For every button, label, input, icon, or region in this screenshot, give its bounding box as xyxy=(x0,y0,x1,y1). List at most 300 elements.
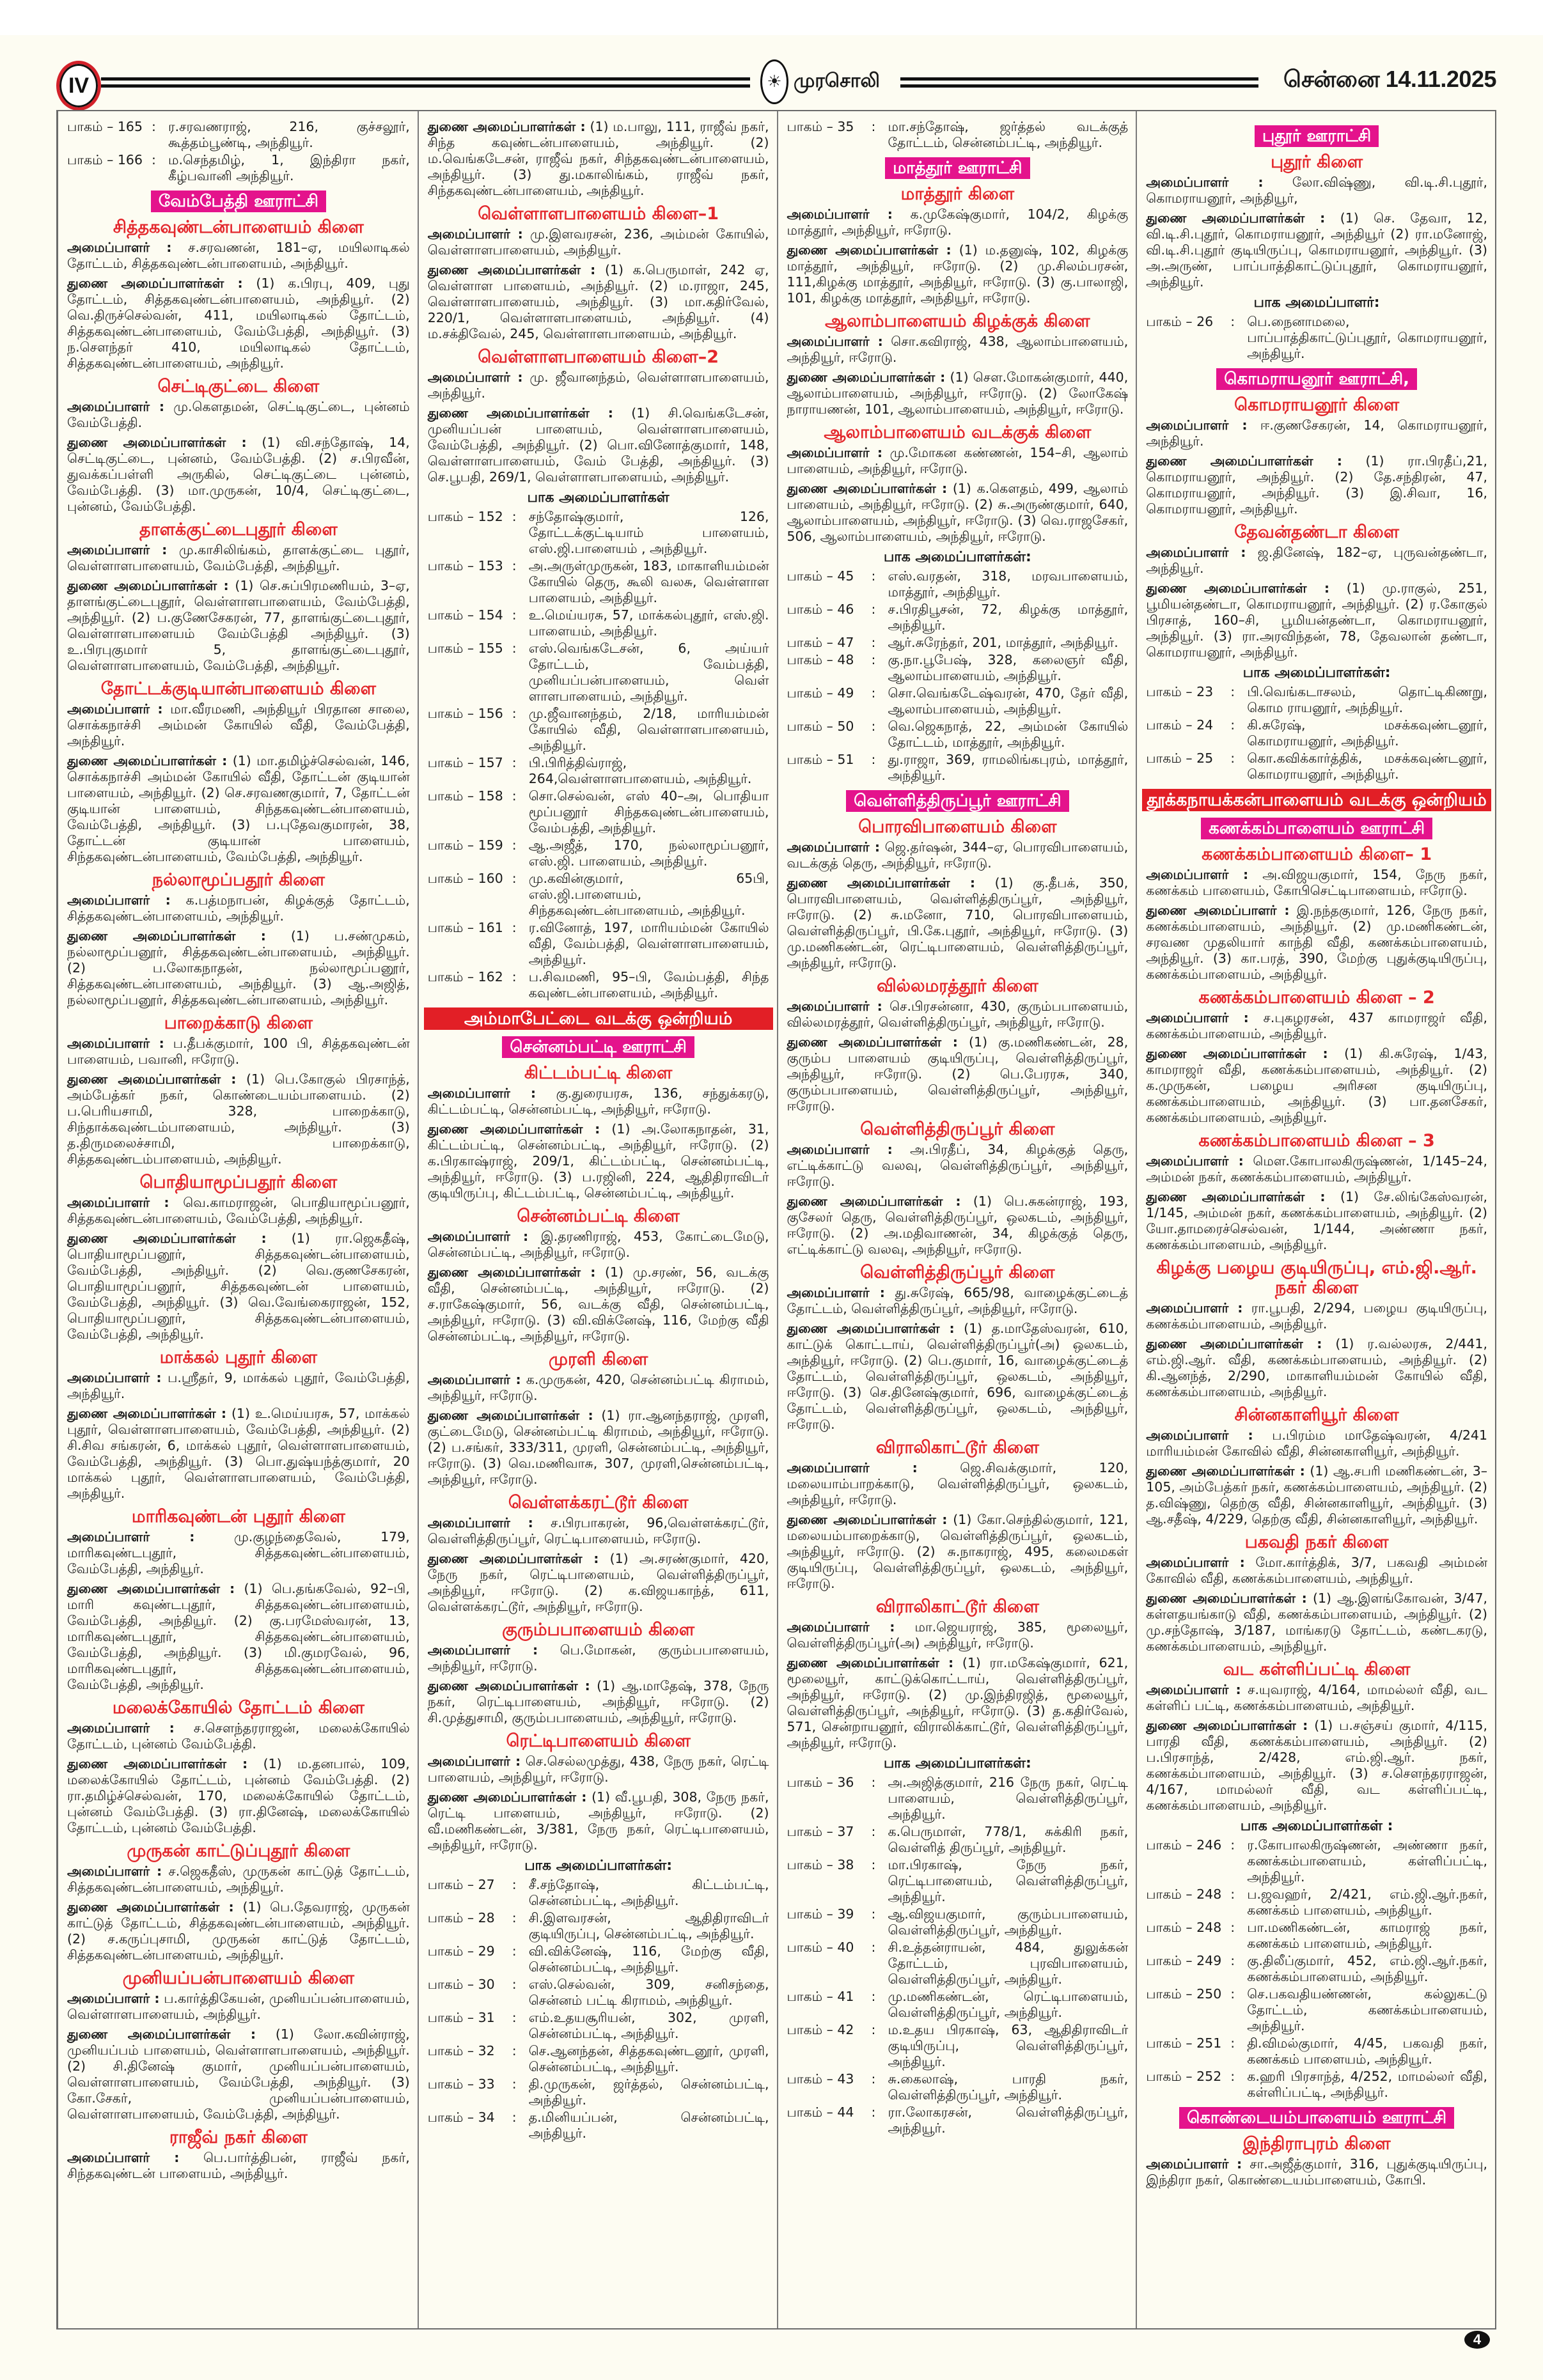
member-entry xyxy=(428,1085,769,1117)
booth-agent: மு.கவின்குமார், 65பி, எஸ்.ஜி.பாளையம், சிந்தகவுண்டன்பாளையம், அந்தியூர். xyxy=(528,871,769,918)
entry-role-label: துணை அமைப்பாளர்கள் : xyxy=(787,1655,954,1670)
branch-heading: ராஜீவ் நகர் கிளை xyxy=(169,2127,308,2147)
booth-number: பாகம் – 162 xyxy=(427,969,503,984)
entry-details: (1) க.பிரபு, 409, புது தோட்டம், சித்தகவுண்டன்பாளையம், அந்தியூர். (2) வெ.திருச்செல்வன், 411, மயிலாடிகல் தோட்டம், சித்தகவுண்டன்பாளையம், வேம்பேத்தி, அந்தியூர். (3) ந.சௌந்தர் 410, மயிலாடிகல் தோட்டம், சித்தகவுண்டன்பாளையம், அந்தியூர். xyxy=(67,276,410,371)
booth-number: பாகம் – 154 xyxy=(427,607,503,623)
member-entry xyxy=(67,578,410,674)
section-subheading: பாக அமைப்பாளர்கள் : xyxy=(1240,1818,1393,1834)
booth-separator: : xyxy=(871,1906,876,1922)
entry-details: ப.கார்த்திகேயன், முனியப்பன்பாளையம், வெள்ளாளபாளையம், அந்தியூர். xyxy=(67,1991,410,2022)
booth-agent: பா.மணிகண்டன், காமராஜ் நகர், கணக்கம் பாளையம், அந்தியூர். xyxy=(1247,1920,1487,1951)
column-1 xyxy=(58,111,418,2328)
booth-separator: : xyxy=(871,685,876,701)
entry-details: லோ.விஷ்ணு, வி.டி.சி.புதூர், கொமராயனூர், அந்தியூர், xyxy=(1146,175,1487,206)
entry-details: ச.பிரபாகரன், 96,வெள்ளக்கரட்டூர், வெள்ளித்திருப்பூர், ரெட்டிபாளையம், ஈரோடு. xyxy=(427,1515,769,1546)
booth-separator: : xyxy=(512,706,517,721)
entry-details: (1) வி.சந்தோஷ், 14, செட்டிகுட்டை, புன்னம், வேம்பேத்தி. (2) ச.பிரவீன், துவக்கப்பள்ளி அருகில், செட்டிகுட்டை புன்னம், வேம்பேத்தி. (3) மா.முருகன், 10/4, செட்டிகுட்டை, புன்னம், வேம்பேத்தி. xyxy=(67,435,410,514)
booth-number: பாகம் – 165 xyxy=(67,119,143,134)
entry-details: மு. ஜீவானந்தம், வெள்ளாளபாளையம், அந்தியூர். xyxy=(427,369,769,401)
entry-details: து.சுரேஷ், 665/98, வாழைக்குட்டைத் தோட்டம், வெள்ளித்திருப்பூர், அந்தியூர், ஈரோடு. xyxy=(787,1285,1129,1316)
entry-role-label: அமைப்பாளர் : xyxy=(1146,2156,1242,2172)
booth-agent: வெ.ஜெகநாத், 22, அம்மன் கோயில் தோட்டம், மாத்தூர், அந்தியூர். xyxy=(888,719,1129,750)
entry-details: (1) க.கௌதம், 499, ஆலாம் பாளையம், அந்தியூர், ஈரோடு. (2) சு.அருண்குமார், 640, ஆலாம்பாளையம், அந்தியூர், ஈரோடு. (3) வெ.ராஜசேகர், 506, ஆலாம்பாளையம், அந்தியூர், ஈரோடு. xyxy=(787,481,1129,544)
entry-details: ப.தீபக்குமார், 100 பி, சித்தகவுண்டன் பாளையம், பவானி, ஈரோடு. xyxy=(67,1036,410,1067)
entry-details: (1) ம.தனுஷ், 102, கிழக்கு மாத்தூர், அந்தியூர், ஈரோடு. (2) மு.சிலம்பரசன், 111,கிழக்கு மாத்தூர், அந்தியூர், ஈரோடு. (3) கு.பாலாஜி, 101, கிழக்கு மாத்தூர், அந்தியூர், ஈரோடு. xyxy=(787,242,1129,306)
entry-role-label: அமைப்பாளர் : xyxy=(787,999,882,1014)
branch-heading: வில்லமரத்தூர் கிளை xyxy=(876,976,1038,996)
booth-number: பாகம் – 26 xyxy=(1146,314,1214,329)
member-entry xyxy=(1146,1463,1487,1527)
branch-heading: கொமராயனூர் கிளை xyxy=(1234,395,1400,415)
entry-details: செ.பிரசன்னா, 430, குரும்பபாளையம், வில்லமரத்தூர், வெள்ளித்திருப்பூர், அந்தியூர், ஈரோடு. xyxy=(787,999,1129,1030)
branch-heading: முருகன் காட்டுப்புதூர் கிளை xyxy=(127,1841,350,1861)
member-entry xyxy=(787,839,1129,871)
branch-heading: பாறைக்காடு கிளை xyxy=(164,1013,313,1033)
entry-role-label: துணை அமைப்பாளர்கள் : xyxy=(427,405,613,421)
panchayat-label: கொமராயனூர் ஊராட்சி, xyxy=(1216,368,1417,390)
member-entry xyxy=(428,1678,769,1726)
member-entry xyxy=(787,1142,1129,1190)
entry-role-label: அமைப்பாளர் : xyxy=(1146,1153,1244,1169)
entry-details: (1) ம.தனபால், 109, மலைக்கோயில் தோட்டம், புன்னம் வேம்பேத்தி. (2) ரா.தமிழ்ச்செல்வன், 170, மலைக்கோயில் தோட்டம், புன்னம் வேம்பேத்தி. (3) ரா.தினேஷ், மலைக்கோயில் தோட்டம், புன்னம் வேம்பேத்தி. xyxy=(67,1756,410,1835)
member-entry xyxy=(428,1121,769,1201)
booth-separator: : xyxy=(512,1943,517,1959)
booth-separator: : xyxy=(512,755,517,770)
booth-separator: : xyxy=(871,752,876,767)
booth-agent: கு.திலீப்குமார், 452, எம்.ஜி.ஆர்.நகர், கணக்கம்பாளையம், அந்தியூர். xyxy=(1247,1953,1487,1984)
entry-details: க.முருகன், 420, சென்னம்பட்டி கிராமம், அந்தியூர், ஈரோடு. xyxy=(427,1372,769,1403)
booth-number: பாகம் – 248 xyxy=(1146,1920,1222,1935)
booth-entry xyxy=(428,607,769,639)
entry-role-label: அமைப்பாளர் : xyxy=(787,1285,885,1300)
booth-agent: து.ராஜா, 369, ராமலிங்கபுரம், மாத்தூர், அந்தியூர். xyxy=(888,752,1129,783)
booth-agent: சி.இளவரசன், ஆதிதிராவிடர் குடியிருப்பு, சென்னம்பட்டி, அந்தியூர். xyxy=(528,1910,769,1941)
booth-number: பாகம் – 34 xyxy=(427,2110,495,2125)
entry-role-label: அமைப்பாளர் : xyxy=(787,1460,918,1475)
booth-number: பாகம் – 25 xyxy=(1146,751,1214,766)
entry-role-label: துணை அமைப்பாளர்கள் : xyxy=(67,1756,248,1771)
member-entry xyxy=(428,1408,769,1488)
booth-number: பாகம் – 29 xyxy=(427,1943,495,1959)
booth-agent: சீ.சந்தோஷ், கிட்டம்பட்டி, சென்னம்பட்டி, அந்தியூர். xyxy=(528,1877,769,1908)
booth-number: பாகம் – 252 xyxy=(1146,2069,1222,2084)
entry-details: அ.விஜயகுமார், 154, நேரு நகர், கணக்கம் பாளையம், கோபிசெட்டிபாளையம், ஈரோடு. xyxy=(1146,867,1487,898)
booth-entry xyxy=(787,602,1129,634)
entry-role-label: அமைப்பாளர் : xyxy=(787,206,893,222)
branch-heading: மாத்தூர் கிளை xyxy=(900,184,1015,204)
booth-entry xyxy=(428,1877,769,1909)
branch-heading: இந்திராபுரம் கிளை xyxy=(1242,2134,1391,2154)
booth-agent: பி.பிரித்திவ்ராஜ், 264,வெள்ளாளபாளையம், அந்தியூர். xyxy=(528,755,752,786)
booth-entry xyxy=(428,1977,769,2009)
panchayat-label: வேம்பேத்தி ஊராட்சி xyxy=(151,191,326,212)
branch-heading: தாளக்குட்டைபுதூர் கிளை xyxy=(139,520,338,540)
booth-number: பாகம் – 32 xyxy=(427,2043,495,2058)
entry-role-label: துணை அமைப்பாளர்கள் : xyxy=(787,369,946,385)
entry-details: (1) சி.வெங்கடேசன், முனியப்பன் பாளையம், வெள்ளாளபாளையம், வேம்பேத்தி, அந்தியூர். (2) பொ.வினோத்குமார், 148, வெள்ளாளபாளையம், வேம் பேத்தி, அந்தியூர். (3) செ.பூபதி, 269/1, வெள்ளாளபாளையம், அந்தியூர். xyxy=(427,405,769,485)
booth-agent: ம.உதய பிரகாஷ், 63, ஆதிதிராவிடர் குடியிருப்பு, வெள்ளித்திருப்பூர், அந்தியூர். xyxy=(888,2022,1129,2069)
entry-details: (1) கு.மணிகண்டன், 28, குரும்ப பாளையம் குடியிருப்பு, வெள்ளித்திருப்பூர், அந்தியூர், ஈரோடு. (2) பெ.பேரரசு, 340, குரும்பபாளையம், வெள்ளித்திருப்பூர், அந்தியூர், ஈரோடு. xyxy=(787,1034,1129,1114)
member-entry xyxy=(1146,210,1487,290)
section-subheading: பாக அமைப்பாளர்கள்: xyxy=(883,549,1031,565)
entry-role-label: அமைப்பாளர் : xyxy=(1146,1300,1243,1316)
entry-role-label: அமைப்பாளர் : xyxy=(1146,175,1264,190)
entry-details: மோ.கார்த்திக், 3/7, பகவதி அம்மன் கோவில் வீதி, கணக்கம்பாளையம், அந்தியூர். xyxy=(1146,1555,1487,1586)
booth-entry xyxy=(428,871,769,919)
booth-entry xyxy=(1146,1953,1487,1985)
member-entry xyxy=(67,1195,410,1227)
entry-role-label: துணை அமைப்பாளர்கள் : xyxy=(67,2026,256,2042)
booth-entry xyxy=(787,1775,1129,1823)
booth-separator: : xyxy=(871,635,876,650)
booth-separator: : xyxy=(871,652,876,667)
booth-entry xyxy=(1146,751,1487,782)
entry-details: மு.மோகன கண்ணன், 154–சி, ஆலாம் பாளையம், அந்தியூர், ஈரோடு. xyxy=(787,445,1129,476)
member-entry xyxy=(1146,903,1487,983)
entry-role-label: துணை அமைப்பாளர்கள் : xyxy=(427,1264,596,1280)
booth-separator: : xyxy=(871,2071,876,2087)
booth-entry xyxy=(787,635,1129,651)
booth-agent: கொ.கவிக்கார்த்திக், மசக்கவுண்டனூர், கொமராயனூர், அந்தியூர். xyxy=(1247,751,1487,782)
panchayat-label: சென்னம்பட்டி ஊராட்சி xyxy=(502,1036,694,1058)
panchayat-heading xyxy=(428,1036,769,1058)
section-subheading: பாக அமைப்பாளர்கள் xyxy=(527,490,670,506)
entry-role-label: துணை அமைப்பாளர்கள் : xyxy=(1146,1046,1328,1061)
booth-entry xyxy=(1146,1886,1487,1918)
entry-details: மா.ஜெயராஜ், 385, மூலையூர், வெள்ளித்திருப்பூர்(அ) அந்தியூர், ஈரோடு. xyxy=(787,1619,1129,1651)
panchayat-label: வெள்ளித்திருப்பூர் ஊராட்சி xyxy=(846,790,1069,812)
booth-separator: : xyxy=(512,2010,517,2025)
member-entry xyxy=(1146,1046,1487,1126)
member-entry xyxy=(67,892,410,924)
booth-entry xyxy=(787,1857,1129,1905)
member-entry xyxy=(1146,1718,1487,1814)
booth-agent: சு.கைலாஷ், பாரதி நகர், வெள்ளித்திருப்பூர், அந்தியூர். xyxy=(888,2071,1129,2103)
booth-entry xyxy=(428,837,769,869)
entry-details: பெ.பார்த்திபன், ராஜீவ் நகர், சிந்தகவுண்டன் பாளையம், அந்தியூர். xyxy=(67,2150,410,2181)
entry-role-label: துணை அமைப்பாளர்கள் : xyxy=(1146,1336,1322,1351)
branch-heading: குரும்பபாளையம் கிளை xyxy=(502,1620,695,1640)
booth-number: பாகம் – 50 xyxy=(787,719,854,734)
entry-details: இ.நந்தகுமார், 126, நேரு நகர், கணக்கம்பாளையம், அந்தியூர். (2) மு.மணிகண்டன், சரவண முதலியார் காந்தி வீதி, கணக்கம்பாளையம், அந்தியூர். (3) கா.பரத், 390, மேற்கு புதுக்குடியிருப்பு, கணக்கம்பாளையம், அந்தியூர். xyxy=(1146,903,1487,982)
booth-entry xyxy=(1146,684,1487,716)
entry-details: க.பத்மநாபன், கிழக்குத் தோட்டம், சித்தகவுண்டன்பாளையம், அந்தியூர். xyxy=(67,892,410,924)
entry-role-label: அமைப்பாளர் : xyxy=(1146,1010,1249,1025)
booth-number: பாகம் – 51 xyxy=(787,752,854,767)
panchayat-heading xyxy=(67,191,410,212)
booth-separator: : xyxy=(512,1977,517,1992)
entry-details: ஜ.தினேஷ், 182–ஏ, புருவன்தண்டா, அந்தியூர். xyxy=(1146,545,1487,576)
branch-heading: கிட்டம்பட்டி கிளை xyxy=(524,1063,673,1083)
booth-agent: வி.விக்னேஷ், 116, மேற்கு வீதி, சென்னம்பட்டி, அந்தியூர். xyxy=(528,1943,769,1975)
booth-agent: ர.கோபாலகிருஷ்ணன், அண்ணா நகர், கணக்கம்பாளையம், கள்ளிப்பட்டி, அந்தியூர். xyxy=(1247,1837,1487,1885)
booth-number: பாகம் – 155 xyxy=(427,641,503,656)
branch-heading: முரளி கிளை xyxy=(549,1349,648,1369)
entry-role-label: அமைப்பாளர் : xyxy=(67,1370,162,1385)
entry-details: மா.வீரமணி, அந்தியூர் பிரதான சாலை, சொக்கநாச்சி அம்மன் கோயில் வீதி, வேம்பேத்தி, அந்தியூர். xyxy=(67,701,410,749)
entry-details: (1) ர.வல்லரசு, 2/441, எம்.ஜி.ஆர். வீதி, கணக்கம்பாளையம், அந்தியூர். (2) கி.ஆனந்த், 2/290, மாகாளியம்மன் கோயில் வீதி, கணக்கம்பாளையம், அந்தியூர். xyxy=(1146,1336,1487,1399)
booth-separator: : xyxy=(871,2022,876,2037)
section-subheading: பாக அமைப்பாளர்கள்: xyxy=(1242,665,1391,681)
booth-agent: ரா.லோகரசன், வெள்ளித்திருப்பூர், அந்தியூர். xyxy=(888,2104,1129,2136)
booth-entry xyxy=(1146,1920,1487,1952)
entry-role-label: துணை அமைப்பாளர்கள் : xyxy=(427,1789,587,1805)
booth-agent: க.ஹரி பிரசாந்த், 4/252, மாமல்லர் வீதி, கள்ளிப்பட்டி, அந்தியூர். xyxy=(1247,2069,1487,2100)
entry-details: (1) ரா.மகேஷ்குமார், 621, மூலையூர், காட்டுக்கொட்டாய், வெள்ளித்திருப்பூர், அந்தியூர், ஈரோடு. (2) மு.இந்திரஜித், மூலையூர், வெள்ளித்திருப்பூர், அந்தியூர், ஈரோடு. (3) த.கதிர்வேல், 571, சென்றாயனூர், விராலிக்காட்டூர், வெள்ளித்திருப்பூர், அந்தியூர், ஈரோடு. xyxy=(787,1655,1129,1750)
entry-details: மு.கௌதமன், செட்டிகுட்டை, புன்னம் வேம்பேத்தி. xyxy=(67,399,410,430)
booth-number: பாகம் – 156 xyxy=(427,706,503,721)
booth-number: பாகம் – 49 xyxy=(787,685,854,701)
branch-heading: மாரிகவுண்டன் புதூர் கிளை xyxy=(131,1507,345,1527)
member-entry xyxy=(67,928,410,1008)
booth-agent: ர.வினோத், 197, மாரியம்மன் கோயில் வீதி, வேம்பத்தி, வெள்ளாளபாளையம், அந்தியூர். xyxy=(528,920,769,967)
member-entry xyxy=(67,701,410,749)
booth-separator: : xyxy=(1230,2035,1235,2051)
entry-details: (1) அ.லோகநாதன், 31, கிட்டம்பட்டி, சென்னம்பட்டி, அந்தியூர், ஈரோடு. (2) க.பிரகாஷ்ராஜ், 209/1, கிட்டம்பட்டி, சென்னம்பட்டி, அந்தியூர், ஈரோடு. (3) ப.ரஜினி, 224, ஆதிதிராவிடர் குடியிருப்பு, கிட்டம்பட்டி, சென்னம்பட்டி, அந்தியூர். xyxy=(427,1121,769,1201)
booth-entry xyxy=(1146,717,1487,749)
booth-number: பாகம் – 35 xyxy=(787,119,854,134)
member-entry xyxy=(787,875,1129,971)
entry-role-label: துணை அமைப்பாளர்கள் : xyxy=(1146,1718,1308,1733)
booth-agent: மா.பிரகாஷ், நேரு நகர், ரெட்டிபாளையம், வெள்ளித்திருப்பூர், அந்தியூர். xyxy=(888,1857,1129,1904)
panchayat-label: கொண்டையம்பாளையம் ஊராட்சி xyxy=(1179,2107,1454,2129)
entry-role-label: அமைப்பாளர் : xyxy=(427,1085,537,1101)
panchayat-heading xyxy=(787,790,1129,812)
entry-role-label: அமைப்பாளர் : xyxy=(787,1142,893,1157)
panchayat-heading xyxy=(1146,818,1487,839)
booth-entry xyxy=(428,755,769,787)
entry-details: செ.செல்லமுத்து, 438, நேரு நகர், ரெட்டி பாளையம், அந்தியூர், ஈரோடு. xyxy=(427,1754,769,1785)
booth-separator: : xyxy=(152,119,156,134)
entry-details: மு.இளவரசன், 236, அம்மன் கோயில், வெள்ளாளபாளையம், அந்தியூர். xyxy=(427,226,769,258)
booth-separator: : xyxy=(512,2110,517,2125)
entry-details: (1) வீ.பூபதி, 308, நேரு நகர், ரெட்டி பாளையம், அந்தியூர், ஈரோடு. (2) வீ.மணிகண்டன், 3/381, நேரு நகர், ரெட்டிபாளையம், அந்தியூர், ஈரோடு. xyxy=(427,1789,769,1853)
member-entry xyxy=(1146,867,1487,899)
branch-heading: செட்டிகுட்டை கிளை xyxy=(157,377,320,396)
entry-details: (1) ம.பாலு, 111, ராஜீவ் நகர், சிந்த கவுண்டன்பாளையம், அந்தியூர். (2) ம.வெங்கடேசன், ராஜீவ் நகர், சிந்தகவுண்டன்பாளையம், அந்தியூர். (3) து.மகாலிங்கம், ராஜீவ் நகர், சிந்தகவுண்டன்பாளையம், அந்தியூர். xyxy=(427,119,769,198)
booth-separator: : xyxy=(512,969,517,984)
booth-number: பாகம் – 251 xyxy=(1146,2035,1222,2051)
member-entry xyxy=(428,1229,769,1261)
newspaper-name: முரசொலி xyxy=(794,69,880,92)
booth-separator: : xyxy=(512,2076,517,2092)
member-entry xyxy=(787,369,1129,417)
entry-role-label: துணை அமைப்பாளர்கள் : xyxy=(67,578,229,593)
entry-role-label: துணை அமைப்பாளர்கள் : xyxy=(787,1321,955,1336)
member-entry xyxy=(1146,1555,1487,1587)
entry-role-label: துணை அமைப்பாளர்கள் : xyxy=(67,1071,237,1087)
booth-number: பாகம் – 159 xyxy=(427,837,503,853)
entry-role-label: அமைப்பாளர் : xyxy=(427,1642,538,1658)
branch-heading: வெள்ளக்கரட்டூர் கிளை xyxy=(508,1493,689,1513)
entry-details: க.முகேஷ்குமார், 104/2, கிழக்கு மாத்தூர், அந்தியூர், ஈரோடு. xyxy=(787,206,1129,238)
entry-details: ச.சௌந்தரராஜன், மலைக்கோயில் தோட்டம், புன்னம் வேம்பேத்தி. xyxy=(67,1720,410,1752)
entry-details: (1) க.பெருமாள், 242 ஏ, வெள்ளாள பாளையம், அந்தியூர். (2) ம.ராஜா, 245, வெள்ளாளபாளையம், அந்தியூர். (3) மா.கதிர்வேல், 220/1, வெள்ளாளபாளையம், அந்தியூர். (4) ம.சக்திவேல், 245, வெள்ளாளபாளையம், அந்தியூர். xyxy=(427,262,769,341)
entry-details: அ.பிரதீப், 34, கிழக்குத் தெரு, எட்டிக்காட்டு வலவு, வெள்ளித்திருப்பூர், அந்தியூர், ஈரோடு. xyxy=(787,1142,1129,1189)
entry-role-label: துணை அமைப்பாளர்கள் : xyxy=(67,435,247,450)
booth-number: பாகம் – 250 xyxy=(1146,1986,1222,2002)
booth-entry xyxy=(787,2022,1129,2070)
booth-separator: : xyxy=(871,1940,876,1955)
booth-number: பாகம் – 46 xyxy=(787,602,854,617)
booth-entry xyxy=(428,969,769,1001)
booth-separator: : xyxy=(512,641,517,656)
booth-separator: : xyxy=(871,119,876,134)
entry-role-label: அமைப்பாளர் : xyxy=(427,1754,521,1769)
union-heading: அம்மாபேட்டை வடக்கு ஒன்றியம் xyxy=(424,1007,773,1030)
entry-role-label: துணை அமைப்பாளர்கள் : xyxy=(787,242,952,258)
booth-entry xyxy=(1146,2035,1487,2067)
member-entry xyxy=(67,1406,410,1502)
entry-role-label: துணை அமைப்பாளர்கள் : xyxy=(787,1194,961,1209)
entry-role-label: துணை அமைப்பாளர்கள் : xyxy=(427,262,596,277)
entry-role-label: துணை அமைப்பாளர்கள் : xyxy=(787,875,976,891)
entry-role-label: துணை அமைப்பாளர் : xyxy=(1146,903,1290,918)
booth-number: பாகம் – 42 xyxy=(787,2022,854,2037)
branch-heading: சென்னம்பட்டி கிளை xyxy=(517,1206,680,1226)
booth-separator: : xyxy=(1230,1953,1235,1968)
member-entry xyxy=(787,242,1129,306)
entry-role-label: அமைப்பாளர் : xyxy=(67,1036,164,1051)
booth-agent: த.மினியப்பன், சென்னம்பட்டி, அந்தியூர். xyxy=(528,2110,769,2141)
member-entry xyxy=(1146,1189,1487,1253)
booth-separator: : xyxy=(512,1877,517,1892)
booth-agent: ச.பிரதிபூசன், 72, கிழக்கு மாத்தூர், அந்தியூர். xyxy=(888,602,1129,633)
booth-agent: உ.மெய்யரசு, 57, மாக்கல்புதூர், எஸ்.ஜி. பாளையம், அந்தியூர். xyxy=(528,607,769,639)
entry-role-label: அமைப்பாளர் : xyxy=(1146,1682,1241,1697)
member-entry xyxy=(428,1515,769,1547)
booth-entry xyxy=(428,558,769,606)
column-2 xyxy=(418,111,777,2328)
branch-heading: ரெட்டிபாளையம் கிளை xyxy=(506,1731,691,1751)
panchayat-heading xyxy=(1146,2107,1487,2129)
entry-details: (1) ஆ.இளங்கோவன், 3/47, கள்ளதயங்காடு வீதி, கணக்கம்பாளையம், அந்தியூர். (2) மு.சந்தோஷ், 3/187, மாங்கரடு தோட்டம், கண்டகரடு, கணக்கம்பாளையம், அந்தியூர். xyxy=(1146,1591,1487,1654)
panchayat-label: கணக்கம்பாளையம் ஊராட்சி xyxy=(1201,818,1432,839)
entry-details: ரா.பூபதி, 2/294, பழைய குடியிருப்பு, கணக்கம்பாளையம், அந்தியூர். xyxy=(1146,1300,1487,1332)
entry-role-label: அமைப்பாளர் : xyxy=(1146,545,1246,560)
member-entry xyxy=(67,1036,410,1068)
entry-details: (1) பெ.தங்கவேல், 92–பி, மாரி கவுண்டபுதூர், சித்தகவுண்டன்பாளையம், வேம்பேத்தி, அந்தியூர். (2) கு.பரமேஸ்வரன், 13, மாரிகவுண்டபுதூர், சித்தகவுண்டன்பாளையம், வேம்பேத்தி, அந்தியூர். (3) மி.குமரவேல், 96, மாரிகவுண்டபுதூர், சித்தகவுண்டன்பாளையம், வேம்பேத்தி, அந்தியூர். xyxy=(67,1581,410,1692)
booth-number: பாகம் – 157 xyxy=(427,755,503,770)
member-entry xyxy=(67,542,410,574)
booth-entry xyxy=(787,119,1129,151)
entry-role-label: துணை அமைப்பாளர்கள் : xyxy=(67,1406,227,1421)
entry-details: (1) ரா.பிரதீப்,21, கொமராயனூர், அந்தியூர். (2) தே.சந்திரன், 47, கொமராயனூர், அந்தியூர். (3) இ.சிவா, 16, கொமராயனூர், அந்தியூர். xyxy=(1146,453,1487,517)
booth-agent: க.பெருமாள், 778/1, சுக்கிரி நகர், வெள்ளித் திருப்பூர், அந்தியூர். xyxy=(888,1824,1129,1855)
branch-heading: பொரவிபாளையம் கிளை xyxy=(858,817,1057,837)
booth-entry xyxy=(428,2043,769,2075)
booth-agent: தி.விமல்குமார், 4/45, பகவதி நகர், கணக்கம் பாளையம், அந்தியூர். xyxy=(1247,2035,1487,2067)
entry-details: (1) ஆ.மாதேஷ், 378, நேரு நகர், ரெட்டிபாளையம், அந்தியூர், ஈரோடு. (2) சி.முத்துசாமி, குரும்பபாளையம், அந்தியூர், ஈரோடு. xyxy=(427,1678,769,1725)
booth-agent: செ.பகவதியண்ணன், கல்லுகட்டு தோட்டம், கணக்கம்பாளையம், அந்தியூர். xyxy=(1247,1986,1487,2034)
booth-entry xyxy=(1146,2069,1487,2101)
booth-number: பாகம் – 30 xyxy=(427,1977,495,1992)
booth-number: பாகம் – 31 xyxy=(427,2010,495,2025)
column-3 xyxy=(777,111,1136,2328)
booth-separator: : xyxy=(871,1857,876,1872)
branch-heading: முனியப்பன்பாளையம் கிளை xyxy=(122,1968,354,1988)
member-entry xyxy=(67,1529,410,1577)
entry-details: (1) பெ.தேவராஜ், முருகன் காட்டுத் தோட்டம், சித்தகவுண்டன்பாளையம், அந்தியூர். (2) ச.கருப்புசாமி, முருகன் காட்டுத் தோட்டம், சித்தகவுண்டன்பாளையம், அந்தியூர். xyxy=(67,1899,410,1963)
rising-sun-emblem-icon: ☀ xyxy=(760,59,788,104)
member-entry xyxy=(1146,580,1487,660)
branch-heading: பொதியாமூப்பதூர் கிளை xyxy=(139,1172,338,1192)
booth-agent: எஸ்.வரதன், 318, மரவபாளையம், மாத்தூர், அந்தியூர். xyxy=(888,568,1129,600)
booth-separator: : xyxy=(152,152,156,167)
booth-entry xyxy=(787,2104,1129,2136)
booth-entry xyxy=(1146,314,1487,362)
booth-separator: : xyxy=(871,2104,876,2120)
entry-role-label: அமைப்பாளர் : xyxy=(67,1863,162,1879)
entry-role-label: அமைப்பாளர் : xyxy=(67,1195,169,1210)
masthead xyxy=(56,61,1496,105)
entry-details: (1) உ.மெய்யரசு, 57, மாக்கல் புதூர், வெள்ளாளபாளையம், வேம்பேத்தி, அந்தியூர். (2) சி.சிவ சங்கரன், 6, மாக்கல் புதூர், வெள்ளாளபாளையம், வேம்பேத்தி, அந்தியூர். (3) பொ.துஷ்யந்த்குமார், 20 மாக்கல் புதூர், வெள்ளாளபாளையம், வேம்பேத்தி, அந்தியூர். xyxy=(67,1406,410,1501)
entry-details: ஈ.குணசேகரன், 14, கொமராயனூர், அந்தியூர். xyxy=(1146,417,1487,449)
member-entry xyxy=(1146,1300,1487,1332)
entry-details: (1) ப.சஞ்சய் குமார், 4/115, பாரதி வீதி, கணக்கம்பாளையம், அந்தியூர். (2) ப.பிரசாந்த், 2/428, எம்.ஜி.ஆர். நகர், கணக்கம்பாளையம், அந்தியூர். (3) ச.சௌந்தரராஜன், 4/167, மாமல்லர் வீதி, வட கள்ளிப்பட்டி, கணக்கம்பாளையம், அந்தியூர். xyxy=(1146,1718,1487,1813)
panchayat-heading xyxy=(1146,368,1487,390)
union-heading: தூக்கநாயக்கன்பாளையம் வடக்கு ஒன்றியம் xyxy=(1142,789,1491,811)
panchayat-heading xyxy=(1146,125,1487,147)
entry-details: ச.ஜெகதீஸ், முருகன் காட்டுத் தோட்டம், சித்தகவுண்டன்பாளையம், அந்தியூர். xyxy=(67,1863,410,1895)
booth-separator: : xyxy=(512,607,517,623)
booth-agent: அ.அஜித்குமார், 216 நேரு நகர், ரெட்டி பாளையம், வெள்ளித்திருப்பூர், அந்தியூர். xyxy=(888,1775,1129,1822)
member-entry xyxy=(1146,453,1487,517)
section-subheading: பாக அமைப்பாளர்: xyxy=(1253,295,1380,311)
entry-role-label: அமைப்பாளர் : xyxy=(427,226,523,242)
entry-role-label: துணை அமைப்பாளர்கள் : xyxy=(67,1231,267,1246)
member-entry xyxy=(67,2026,410,2122)
entry-role-label: துணை அமைப்பாளர்கள் : xyxy=(67,928,267,944)
branch-heading: பகவதி நகர் கிளை xyxy=(1244,1532,1389,1552)
entry-role-label: அமைப்பாளர் : xyxy=(67,1991,160,2006)
entry-details: ச.புகழரசன், 437 காமராஜர் வீதி, கணக்கம்பாளையம், அந்தியூர். xyxy=(1146,1010,1487,1041)
entry-details: சொ.கவிராஜ், 438, ஆலாம்பாளையம், அந்தியூர், ஈரோடு. xyxy=(787,334,1129,365)
booth-number: பாகம் – 24 xyxy=(1146,717,1214,733)
member-entry xyxy=(787,1194,1129,1257)
booth-number: பாகம் – 160 xyxy=(427,871,503,886)
member-entry xyxy=(787,445,1129,477)
booth-entry xyxy=(787,1989,1129,2021)
entry-details: (1) கு.தீபக், 350, பொரவிபாளையம், வெள்ளித்திருப்பூர், அந்தியூர், ஈரோடு. (2) சு.மனோ, 710, பொரவிபாளையம், வெள்ளித்திருப்பூர், பி.கே.புதூர், அந்தியூர், ஈரோடு. (3) மு.மணிகண்டன், ரெட்டிபாளையம், வெள்ளித்திருப்பூர், அந்தியூர், ஈரோடு. xyxy=(787,875,1129,970)
booth-agent: அ.அருள்முருகன், 183, மாகாளியம்மன் கோயில் தெரு, கூலி வலசு, வெள்ளாள பாளையம், அந்தியூர். xyxy=(528,558,769,605)
branch-heading: தோட்டக்குடியான்பாளையம் கிளை xyxy=(100,679,377,699)
page-label: IV xyxy=(68,73,90,98)
branch-heading: ஆலாம்பாளையம் கிழக்குக் கிளை xyxy=(825,311,1090,331)
member-entry xyxy=(787,206,1129,238)
booth-entry xyxy=(787,1824,1129,1856)
member-entry xyxy=(787,1460,1129,1508)
entry-role-label: துணை அமைப்பாளர்கள் : xyxy=(67,753,228,768)
booth-agent: ர.சரவணராஜ், 216, குச்சலூர், கூத்தம்பூண்டி, அந்தியூர். xyxy=(168,119,410,150)
member-entry xyxy=(1146,1591,1487,1654)
member-entry xyxy=(428,369,769,401)
booth-agent: பி.வெங்கடாசலம், தொட்டிகிணறு, கொம ராயனூர், அந்தியூர். xyxy=(1247,684,1487,715)
entry-details: (1) கோ.செந்தில்குமார், 121, மலையம்பாறைக்காடு, வெள்ளித்திருப்பூர், ஒலகடம், அந்தியூர், ஈரோடு. (2) சு.நாகராஜ், 495, கலைமகள் குடியிருப்பு, வெள்ளித்திருப்பூர், ஒலகடம், அந்தியூர், ஈரோடு. xyxy=(787,1512,1129,1591)
entry-details: கு.துரையரசு, 136, சந்துக்கரடு, கிட்டம்பட்டி, சென்னம்பட்டி, அந்தியூர், ஈரோடு. xyxy=(427,1085,769,1117)
entry-details: (1) செ.சுப்பிரமணியம், 3–ஏ, தாளங்குட்டைபுதூர், வெள்ளாளபாளையம், வேம்பேத்தி, அந்தியூர். (2) ப.குணேசேகரன், 77, தாளங்குட்டைபுதூர், வெள்ளாளபாளையம் வேம்பேத்தி அந்தியூர். (3) உ.பிரபுகுமார் 5, தாளங்குட்டைபுதூர், வெள்ளாளபாளையம், வேம்பேத்தி, அந்தியூர். xyxy=(67,578,410,673)
entry-details: சா.அஜீத்குமார், 316, புதுக்குடியிருப்பு, இந்திரா நகர், கொண்டையம்பாளையம், கோபி. xyxy=(1146,2156,1487,2188)
booth-separator: : xyxy=(512,871,517,886)
page-number: 4 xyxy=(1464,2331,1490,2349)
member-entry xyxy=(787,1512,1129,1592)
booth-entry xyxy=(787,1906,1129,1938)
booth-number: பாகம் – 43 xyxy=(787,2071,854,2087)
booth-agent: எஸ்.செல்வன், 309, சனிசந்தை, சென்னம் பட்டி கிராமம், அந்தியூர். xyxy=(528,1977,769,2008)
booth-entry xyxy=(1146,1837,1487,1885)
booth-number: பாகம் – 44 xyxy=(787,2104,854,2120)
entry-role-label: அமைப்பாளர் : xyxy=(1146,1555,1245,1570)
